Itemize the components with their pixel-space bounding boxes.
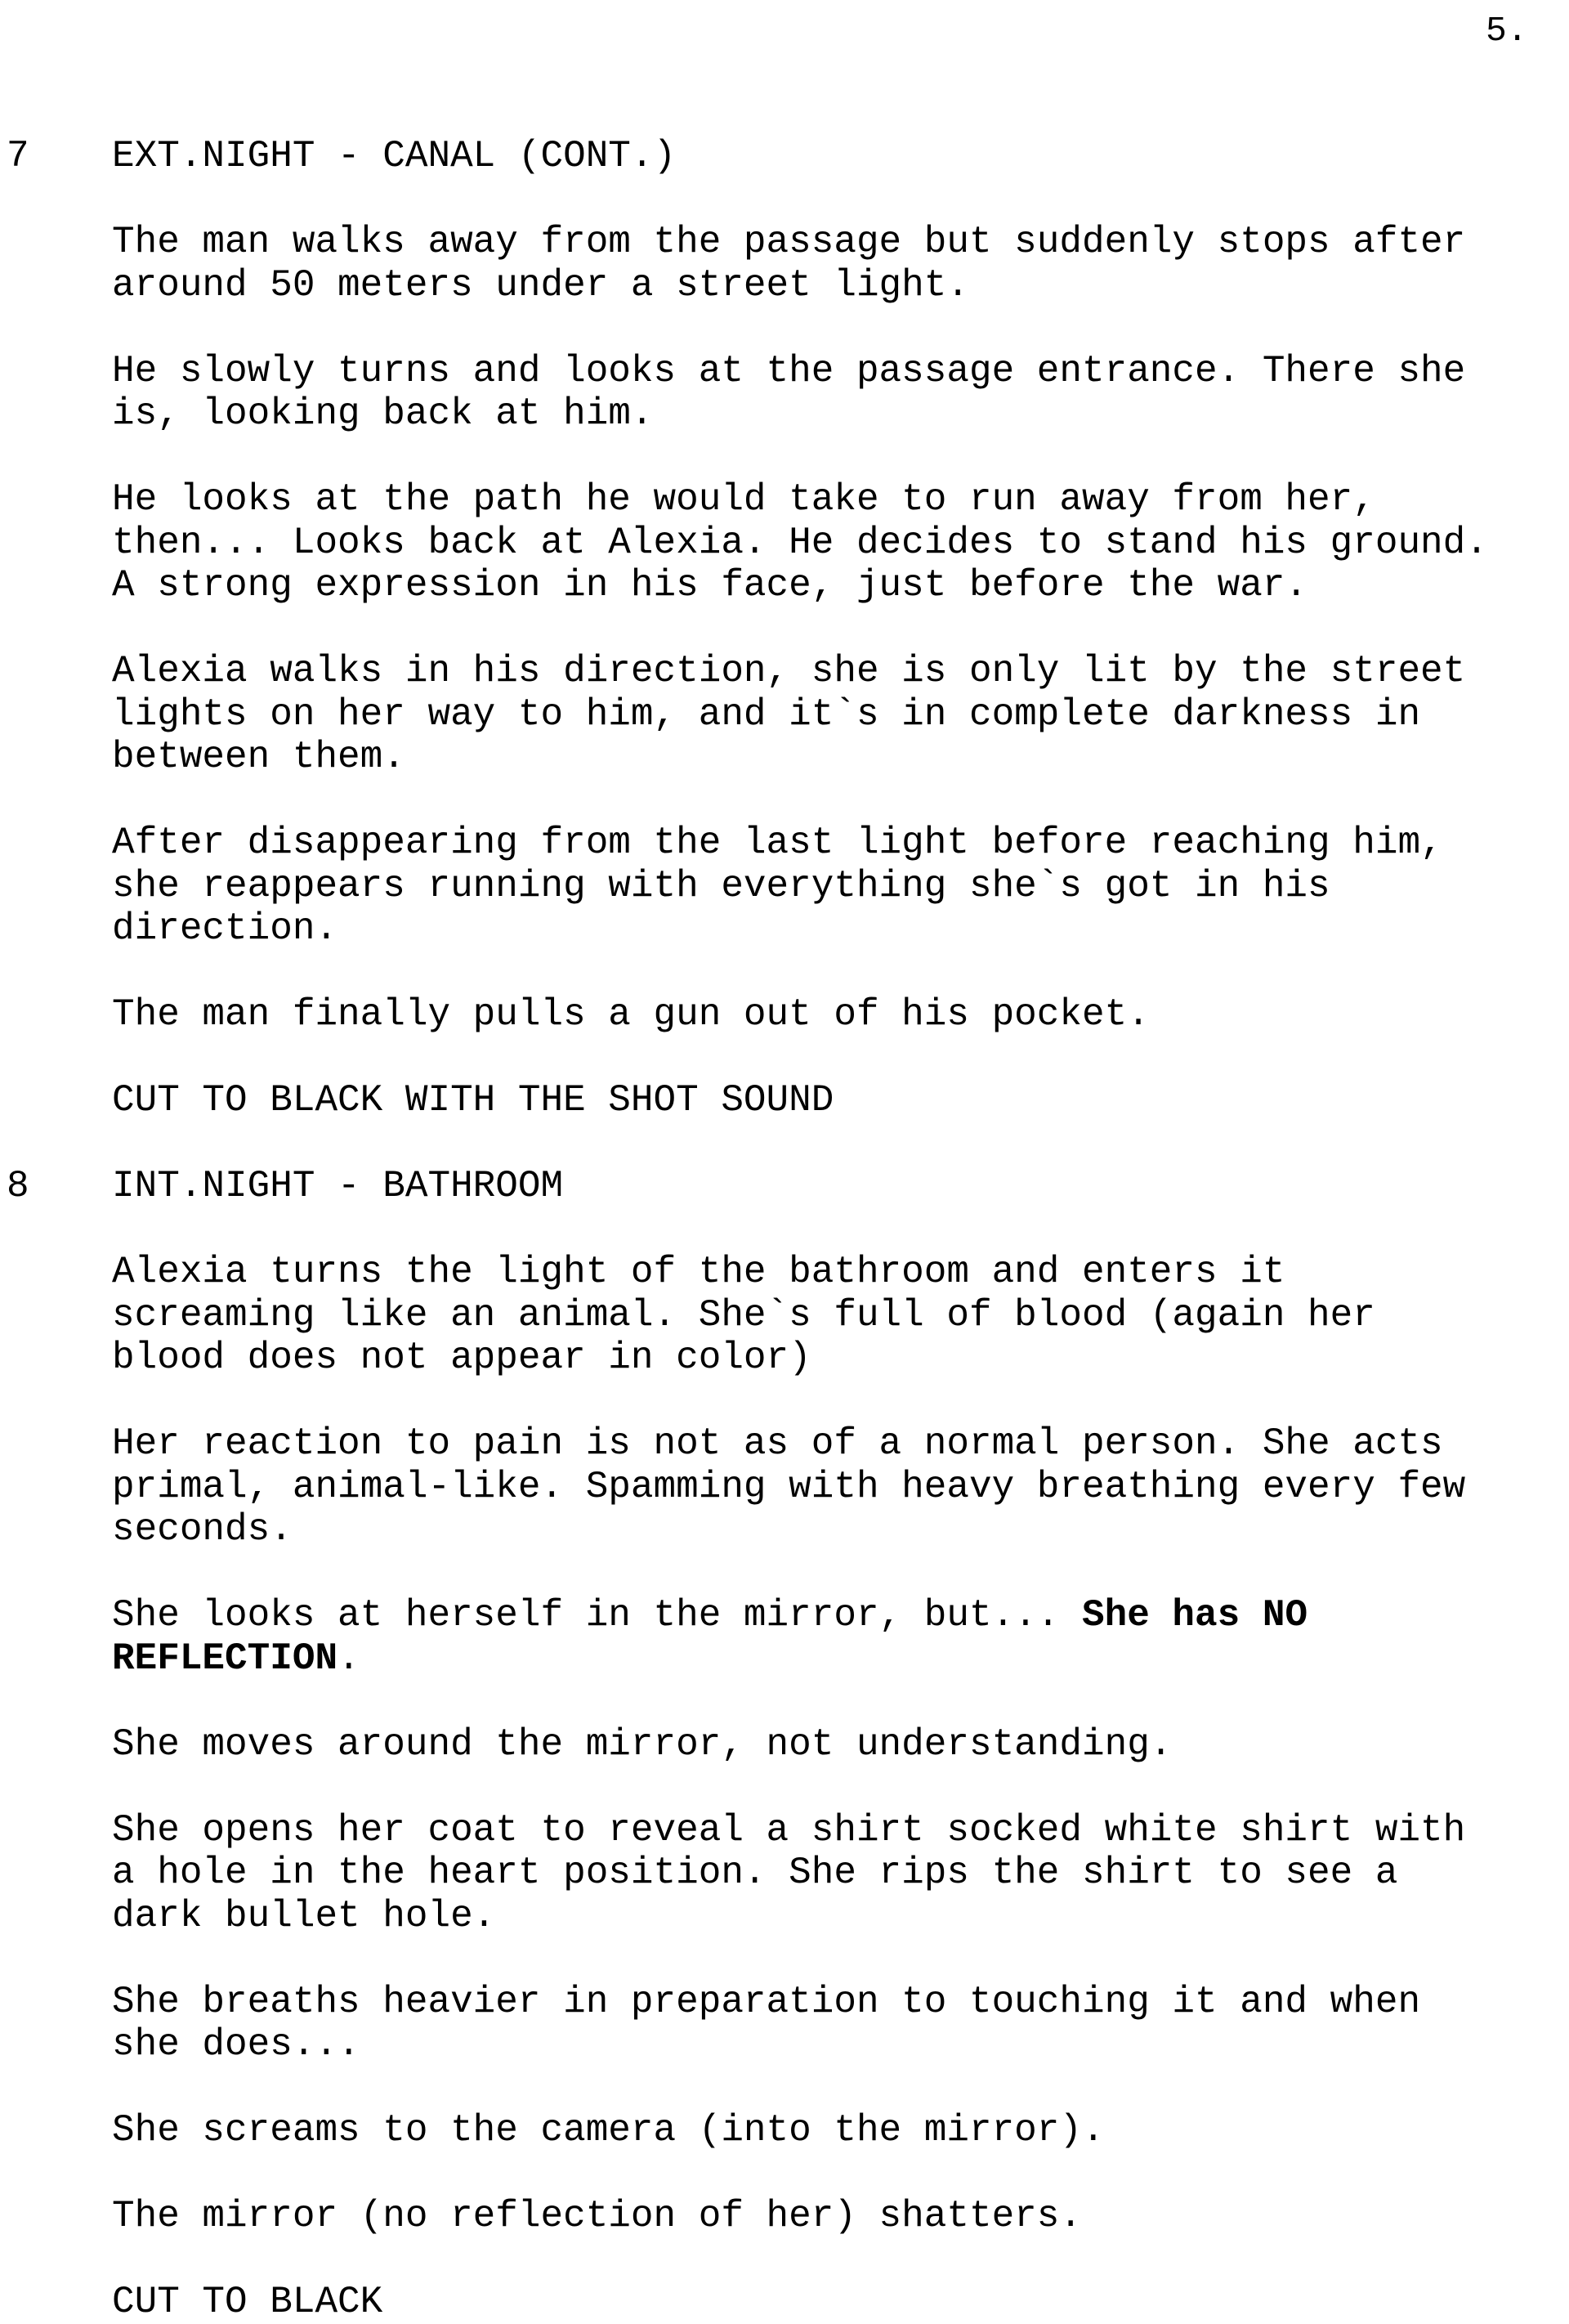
action-paragraph (0, 1251, 1569, 1380)
action-line: Her reaction to pain is not as of a normal person. She acts (112, 1422, 1443, 1465)
action-line: is, looking back at him. (112, 392, 654, 435)
action-line (0, 1594, 1569, 1637)
action-line: she does... (112, 2023, 360, 2066)
action-line: He slowly turns and looks at the passage entrance. There she (112, 349, 1466, 392)
action-line: direction. (112, 907, 338, 950)
action-paragraph (0, 2109, 1569, 2152)
action-line: around 50 meters under a street light. (112, 263, 969, 307)
transition (0, 2281, 1569, 2324)
action-line: between them. (112, 736, 405, 778)
action-line: blood does not appear in color) (112, 1337, 811, 1379)
action-paragraph (0, 1723, 1569, 1767)
action-line: The mirror (no reflection of her) shatters. (112, 2195, 1082, 2237)
action-paragraph (0, 2195, 1569, 2238)
action-text: . (337, 1637, 360, 1680)
page-number: 5. (1486, 11, 1528, 51)
action-paragraph (0, 221, 1569, 307)
action-paragraph (0, 650, 1569, 779)
transition-text: CUT TO BLACK WITH THE SHOT SOUND (112, 1079, 834, 1122)
action-line: Alexia turns the light of the bathroom and enters it (112, 1251, 1285, 1293)
script-body (0, 135, 1569, 2324)
action-line: She opens her coat to reveal a shirt socked white shirt with (112, 1808, 1466, 1852)
action-line: She screams to the camera (into the mirror). (112, 2109, 1105, 2152)
action-line: primal, animal-like. Spamming with heavy breathing every few (112, 1465, 1466, 1508)
scene-heading (0, 135, 1569, 178)
action-paragraph (0, 822, 1569, 951)
action-paragraph (0, 478, 1569, 607)
action-line: screaming like an animal. She`s full of blood (again her (112, 1293, 1375, 1337)
action-paragraph (0, 1594, 1569, 1680)
action-line: lights on her way to him, and it`s in complete darkness in (112, 692, 1421, 736)
action-paragraph (0, 1422, 1569, 1552)
action-line: dark bullet hole. (112, 1894, 496, 1937)
action-line: He looks at the path he would take to run away from her, (112, 478, 1375, 521)
emphasis-text: REFLECTION (112, 1637, 338, 1680)
action-line: The man finally pulls a gun out of his pocket. (112, 993, 1150, 1036)
scene-number: 7 (7, 135, 29, 177)
action-line: she reappears running with everything she`s got in his (112, 864, 1330, 907)
action-line: The man walks away from the passage but suddenly stops after (112, 221, 1466, 263)
action-text: She looks at herself in the mirror, but... (112, 1594, 1082, 1637)
action-line (0, 1637, 1569, 1681)
action-line: She moves around the mirror, not understanding. (112, 1722, 1173, 1766)
action-paragraph (0, 993, 1569, 1037)
emphasis-text: She has NO (1082, 1594, 1308, 1637)
transition (0, 1079, 1569, 1122)
action-line: Alexia walks in his direction, she is only lit by the street (112, 650, 1466, 692)
action-line: then... Looks back at Alexia. He decides to stand his ground. (112, 521, 1488, 564)
scene-heading-text: EXT.NIGHT - CANAL (CONT.) (112, 135, 677, 177)
action-line: a hole in the heart position. She rips the shirt to see a (112, 1852, 1398, 1894)
action-paragraph (0, 350, 1569, 436)
scene-number: 8 (7, 1165, 29, 1207)
action-line: A strong expression in his face, just before the war. (112, 564, 1308, 607)
transition-text: CUT TO BLACK (112, 2281, 383, 2323)
action-paragraph (0, 1981, 1569, 2067)
action-paragraph (0, 1809, 1569, 1938)
scene-heading (0, 1165, 1569, 1208)
action-line: seconds. (112, 1508, 293, 1551)
action-line: She breaths heavier in preparation to touching it and when (112, 1980, 1421, 2023)
action-line: After disappearing from the last light before reaching him, (112, 822, 1443, 864)
scene-heading-text: INT.NIGHT - BATHROOM (112, 1165, 564, 1207)
